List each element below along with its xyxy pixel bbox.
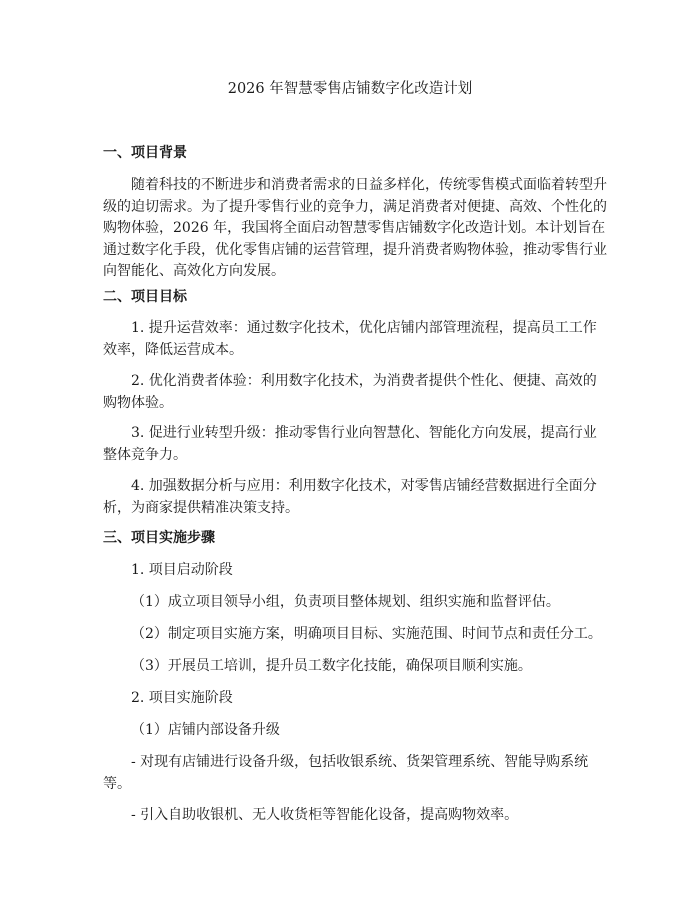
- paragraph-line: 通过数字化手段，优化零售店铺的运营管理，提升消费者购物体验，推动零售行业: [103, 241, 607, 258]
- step-item: [103, 656, 603, 678]
- paragraph-line: 级的迫切需求。为了提升零售行业的竞争力，满足消费者对便捷、高效、个性化的: [103, 198, 607, 215]
- paragraph-line: 2. 项目实施阶段: [131, 690, 233, 706]
- paragraph-line: 析，为商家提供精准决策支持。: [103, 499, 299, 516]
- paragraph-line: 1. 提升运营效率：通过数字化技术，优化店铺内部管理流程，提高员工工作: [131, 320, 597, 336]
- paragraph-line: - 对现有店铺进行设备升级，包括收银系统、货架管理系统、智能导购系统: [131, 754, 589, 770]
- paragraph-line: - 引入自助收银机、无人收货柜等智能化设备，提高购物效率。: [131, 807, 519, 823]
- paragraph-line: （1）成立项目领导小组，负责项目整体规划、组织实施和监督评估。: [131, 594, 560, 610]
- goal-item-2: [103, 371, 603, 414]
- paragraph-line: 3. 促进行业转型升级：推动零售行业向智慧化、智能化方向发展，提高行业: [131, 425, 597, 441]
- step-item: [103, 688, 603, 710]
- paragraph-line: （1）店铺内部设备升级: [131, 722, 280, 738]
- step-item: [103, 720, 603, 742]
- step-item: [103, 592, 603, 614]
- paragraph-line: 2. 优化消费者体验：利用数字化技术，为消费者提供个性化、便捷、高效的: [131, 373, 597, 389]
- section-heading-goals: 二、项目目标: [103, 289, 187, 305]
- step-item: [103, 560, 603, 582]
- paragraph-line: 1. 项目启动阶段: [131, 562, 233, 578]
- paragraph-line: 4. 加强数据分析与应用：利用数字化技术，对零售店铺经营数据进行全面分: [131, 478, 597, 494]
- paragraph-line: （3）开展员工培训，提升员工数字化技能，确保项目顺利实施。: [131, 658, 532, 674]
- paragraph-line: 效率，降低运营成本。: [103, 341, 243, 358]
- step-item: [103, 624, 603, 646]
- background-paragraph: [103, 175, 607, 283]
- document-title: 2026 年智慧零售店铺数字化改造计划: [227, 81, 473, 97]
- paragraph-line: （2）制定项目实施方案，明确项目目标、实施范围、时间节点和责任分工。: [131, 626, 602, 642]
- goal-item-1: [103, 318, 603, 361]
- step-item: [103, 805, 603, 827]
- step-item: [103, 752, 603, 795]
- paragraph-line: 购物体验。: [103, 394, 173, 411]
- paragraph-line: 购物体验，2026 年，我国将全面启动智慧零售店铺数字化改造计划。本计划旨在: [103, 220, 606, 236]
- paragraph-line: 整体竞争力。: [103, 446, 187, 463]
- goal-item-4: [103, 476, 603, 519]
- paragraph-line: 等。: [103, 775, 131, 792]
- goal-item-3: [103, 423, 603, 466]
- paragraph-line: 向智能化、高效化方向发展。: [103, 263, 285, 279]
- paragraph-line: 随着科技的不断进步和消费者需求的日益多样化，传统零售模式面临着转型升: [131, 177, 607, 193]
- section-heading-background: 一、项目背景: [103, 145, 187, 161]
- section-heading-steps: 三、项目实施步骤: [103, 530, 215, 546]
